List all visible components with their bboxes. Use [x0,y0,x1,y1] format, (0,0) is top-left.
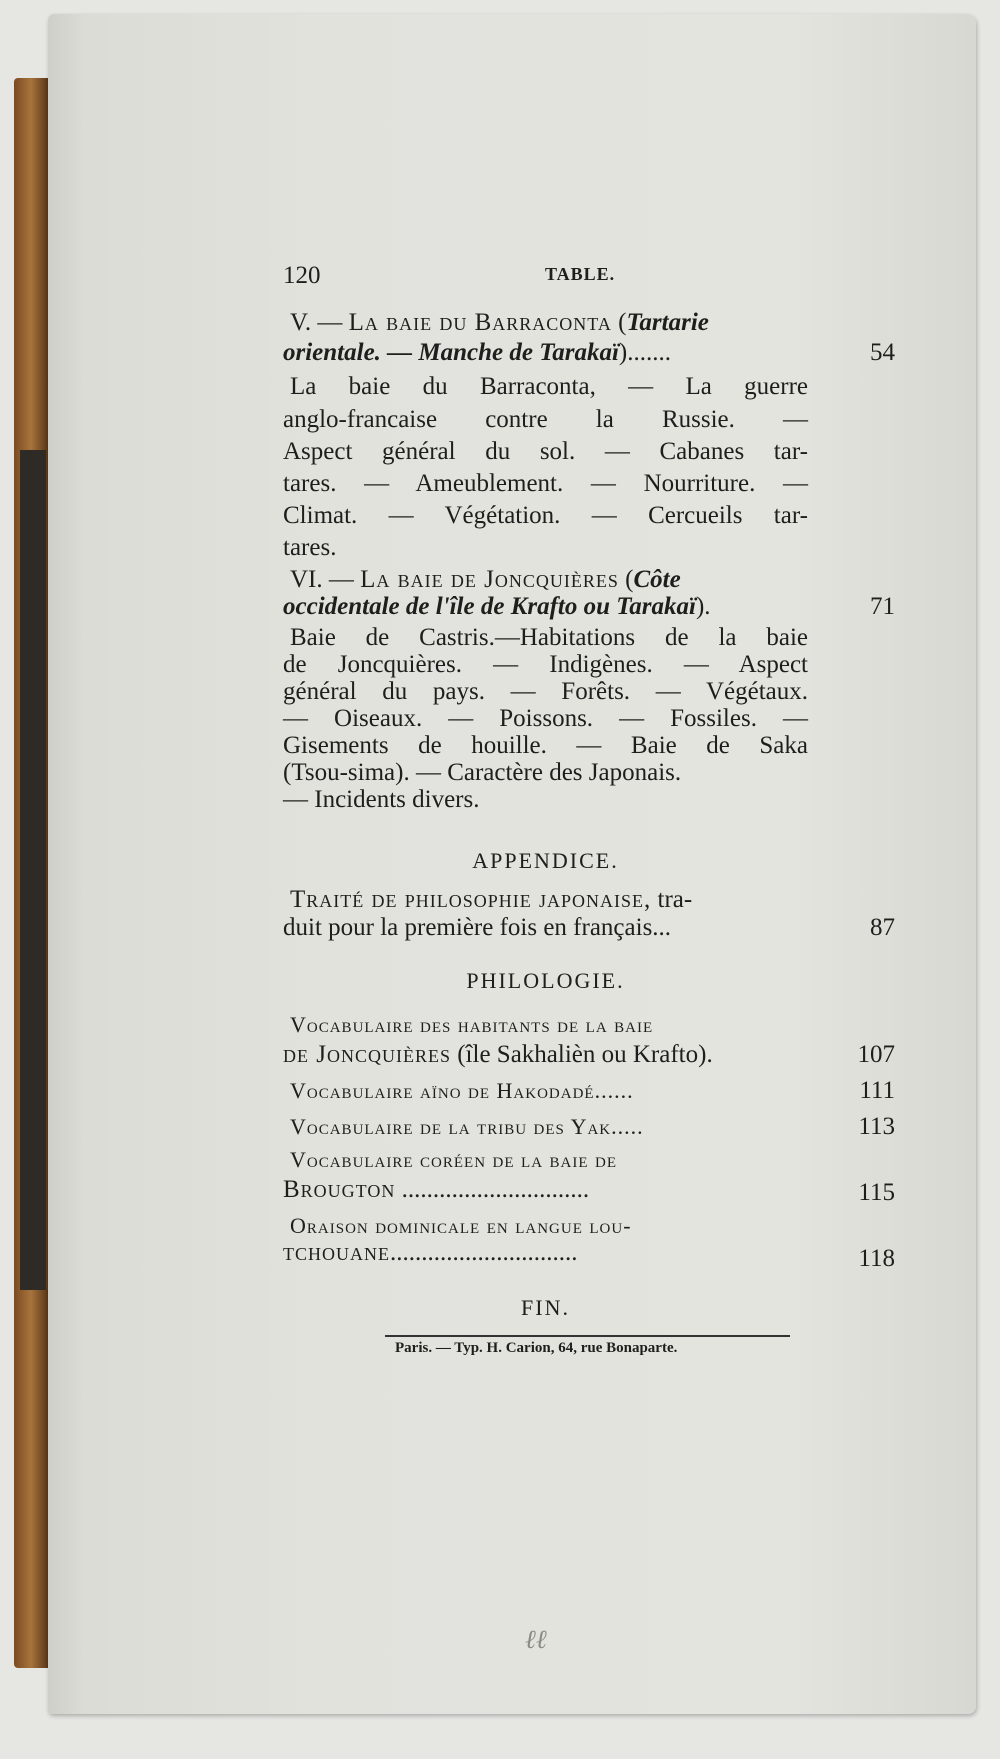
fin-label: FIN. [521,1295,570,1320]
entry-vi-title-1: VI. — La baie de Joncquières (Côte [290,566,681,593]
entry-v-desc: Aspect général du sol. — Cabanes tar- [283,438,808,465]
entry-vi-title-2: occidentale de l'île de Krafto ou Tarakaï). [283,593,711,620]
appendice-item-2: duit pour la première fois en français... [283,914,672,941]
philologie-item: Vocabulaire aïno de Hakodadé...... [290,1078,634,1103]
philologie-page: 113 [858,1113,895,1140]
entry-vi-desc: Gisements de houille. — Baie de Saka [283,732,808,759]
page-number: 120 [283,262,321,289]
philologie-item: Vocabulaire de la tribu des Yak..... [290,1114,644,1139]
entry-v-title-1: V. — La baie du Barraconta (Tartarie [290,309,709,336]
entry-v-title-2: orientale. — Manche de Tarakaï)....... [283,339,671,366]
entry-vi-desc: Baie de Castris.—Habitations de la baie [290,624,808,651]
printer-imprint: Paris. — Typ. H. Carion, 64, rue Bonaparte. [395,1340,678,1356]
entry-vi-desc: (Tsou-sima). — Caractère des Japonais. [283,759,682,786]
philologie-item-2: tchouane.............................. [283,1239,578,1266]
entry-v-desc: anglo-francaise contre la Russie. — [283,406,808,433]
philologie-heading: PHILOLOGIE. [466,968,625,993]
philologie-item-2: Brougton .............................. [283,1176,590,1203]
appendice-item: Traité de philosophie japonaise, tra- [290,886,693,913]
philologie-item: Oraison dominicale en langue lou- [290,1213,632,1238]
entry-v-desc: Climat. — Végétation. — Cercueils tar- [283,502,808,529]
philologie-item: Vocabulaire des habitants de la baie [290,1012,654,1037]
book-spine-label [20,450,46,1290]
entry-vi-desc: général du pays. — Forêts. — Végétaux. [283,678,808,705]
philologie-page: 118 [858,1245,895,1272]
entry-vi-desc: — Oiseaux. — Poissons. — Fossiles. — [283,705,808,732]
philologie-page: 111 [859,1077,895,1104]
pencil-mark: ℓℓ [525,1625,547,1654]
entry-v-desc: tares. — Ameublement. — Nourriture. — [283,470,808,497]
entry-v-desc: La baie du Barraconta, — La guerre [290,373,808,400]
page-title: TABLE. [545,264,616,284]
entry-vi-desc: — Incidents divers. [283,786,480,813]
entry-vi-page: 71 [870,593,895,620]
appendice-heading: APPENDICE. [472,848,619,873]
entry-vi-desc: de Joncquières. — Indigènes. — Aspect [283,651,808,678]
philologie-page: 115 [858,1179,895,1206]
entry-v-page: 54 [870,339,895,366]
philologie-page: 107 [857,1041,895,1068]
divider-rule [385,1335,790,1337]
philologie-item-2: de Joncquières (île Sakhalièn ou Krafto). [283,1041,713,1068]
appendice-page: 87 [870,914,895,941]
entry-v-desc: tares. [283,534,337,561]
philologie-item: Vocabulaire coréen de la baie de [290,1147,618,1172]
